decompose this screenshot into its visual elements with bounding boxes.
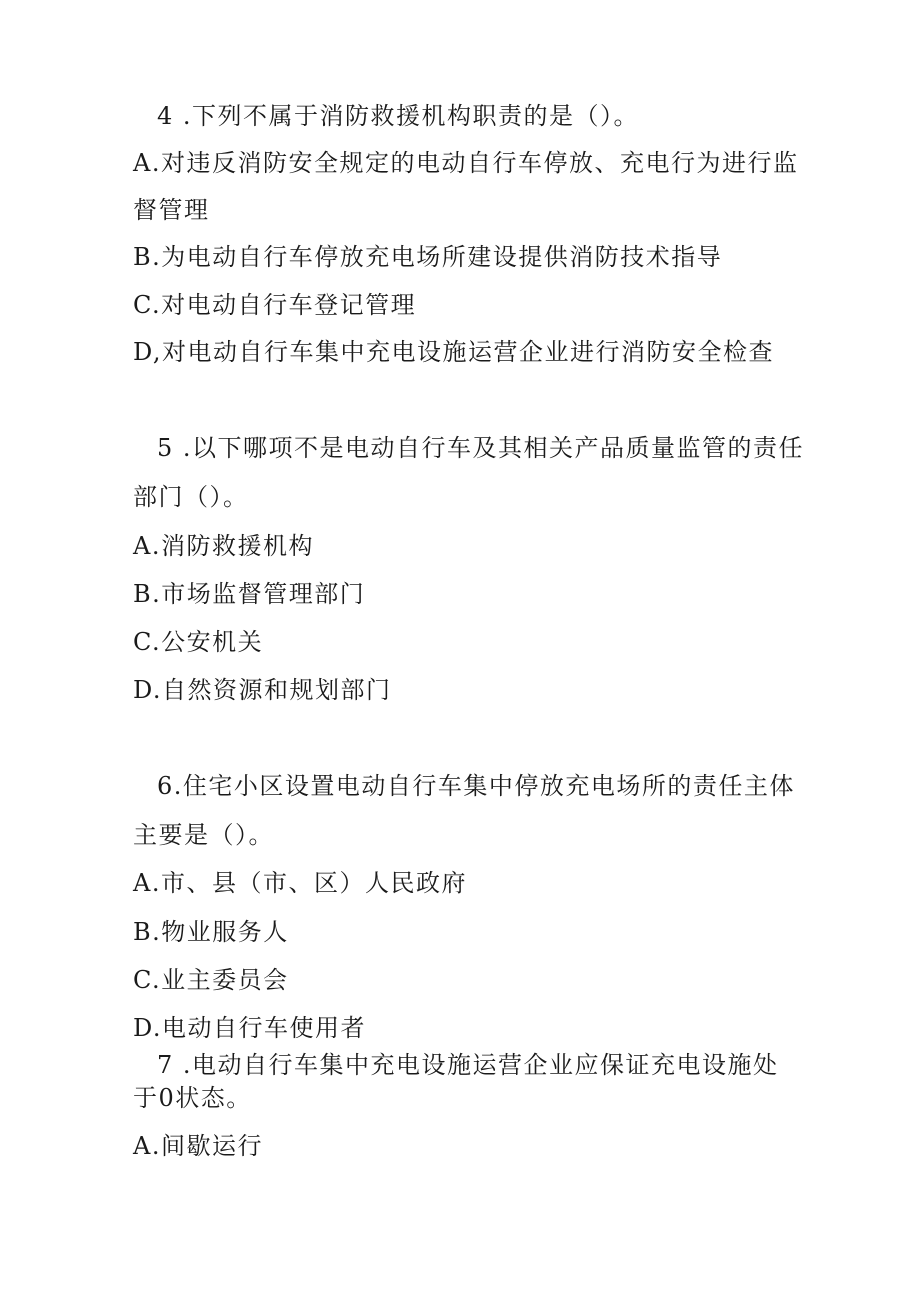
option-a: A.消防救援机构: [133, 532, 314, 560]
option-c: C.公安机关: [133, 628, 264, 656]
question-stem: 4 .下列不属于消防救援机构职责的是（）。: [157, 102, 640, 130]
option-a: A.间歇运行: [133, 1132, 263, 1160]
option-d: D.自然资源和规划部门: [133, 676, 392, 704]
option-c: C.业主委员会: [133, 966, 289, 994]
option-b: B.市场监督管理部门: [133, 580, 366, 608]
option-a: A.对违反消防安全规定的电动自行车停放、充电行为进行监: [133, 149, 799, 177]
option-b: B.为电动自行车停放充电场所建设提供消防技术指导: [133, 243, 723, 271]
option-a: A.市、县（市、区）人民政府: [133, 869, 467, 897]
question-stem-continued: 于0状态。: [133, 1084, 252, 1112]
question-stem-continued: 部门（）。: [133, 483, 249, 511]
question-stem: 7 .电动自行车集中充电设施运营企业应保证充电设施处: [157, 1051, 779, 1079]
question-stem: 5 .以下哪项不是电动自行车及其相关产品质量监管的责任: [157, 434, 805, 462]
question-stem: 6.住宅小区设置电动自行车集中停放充电场所的责任主体: [157, 772, 795, 800]
question-stem-continued: 主要是（）。: [133, 821, 274, 849]
option-d: D,对电动自行车集中充电设施运营企业进行消防安全检查: [133, 338, 775, 366]
option-c: C.对电动自行车登记管理: [133, 291, 417, 319]
option-b: B.物业服务人: [133, 918, 289, 946]
option-a-continued: 督管理: [133, 196, 210, 224]
option-d: D.电动自行车使用者: [133, 1014, 367, 1042]
